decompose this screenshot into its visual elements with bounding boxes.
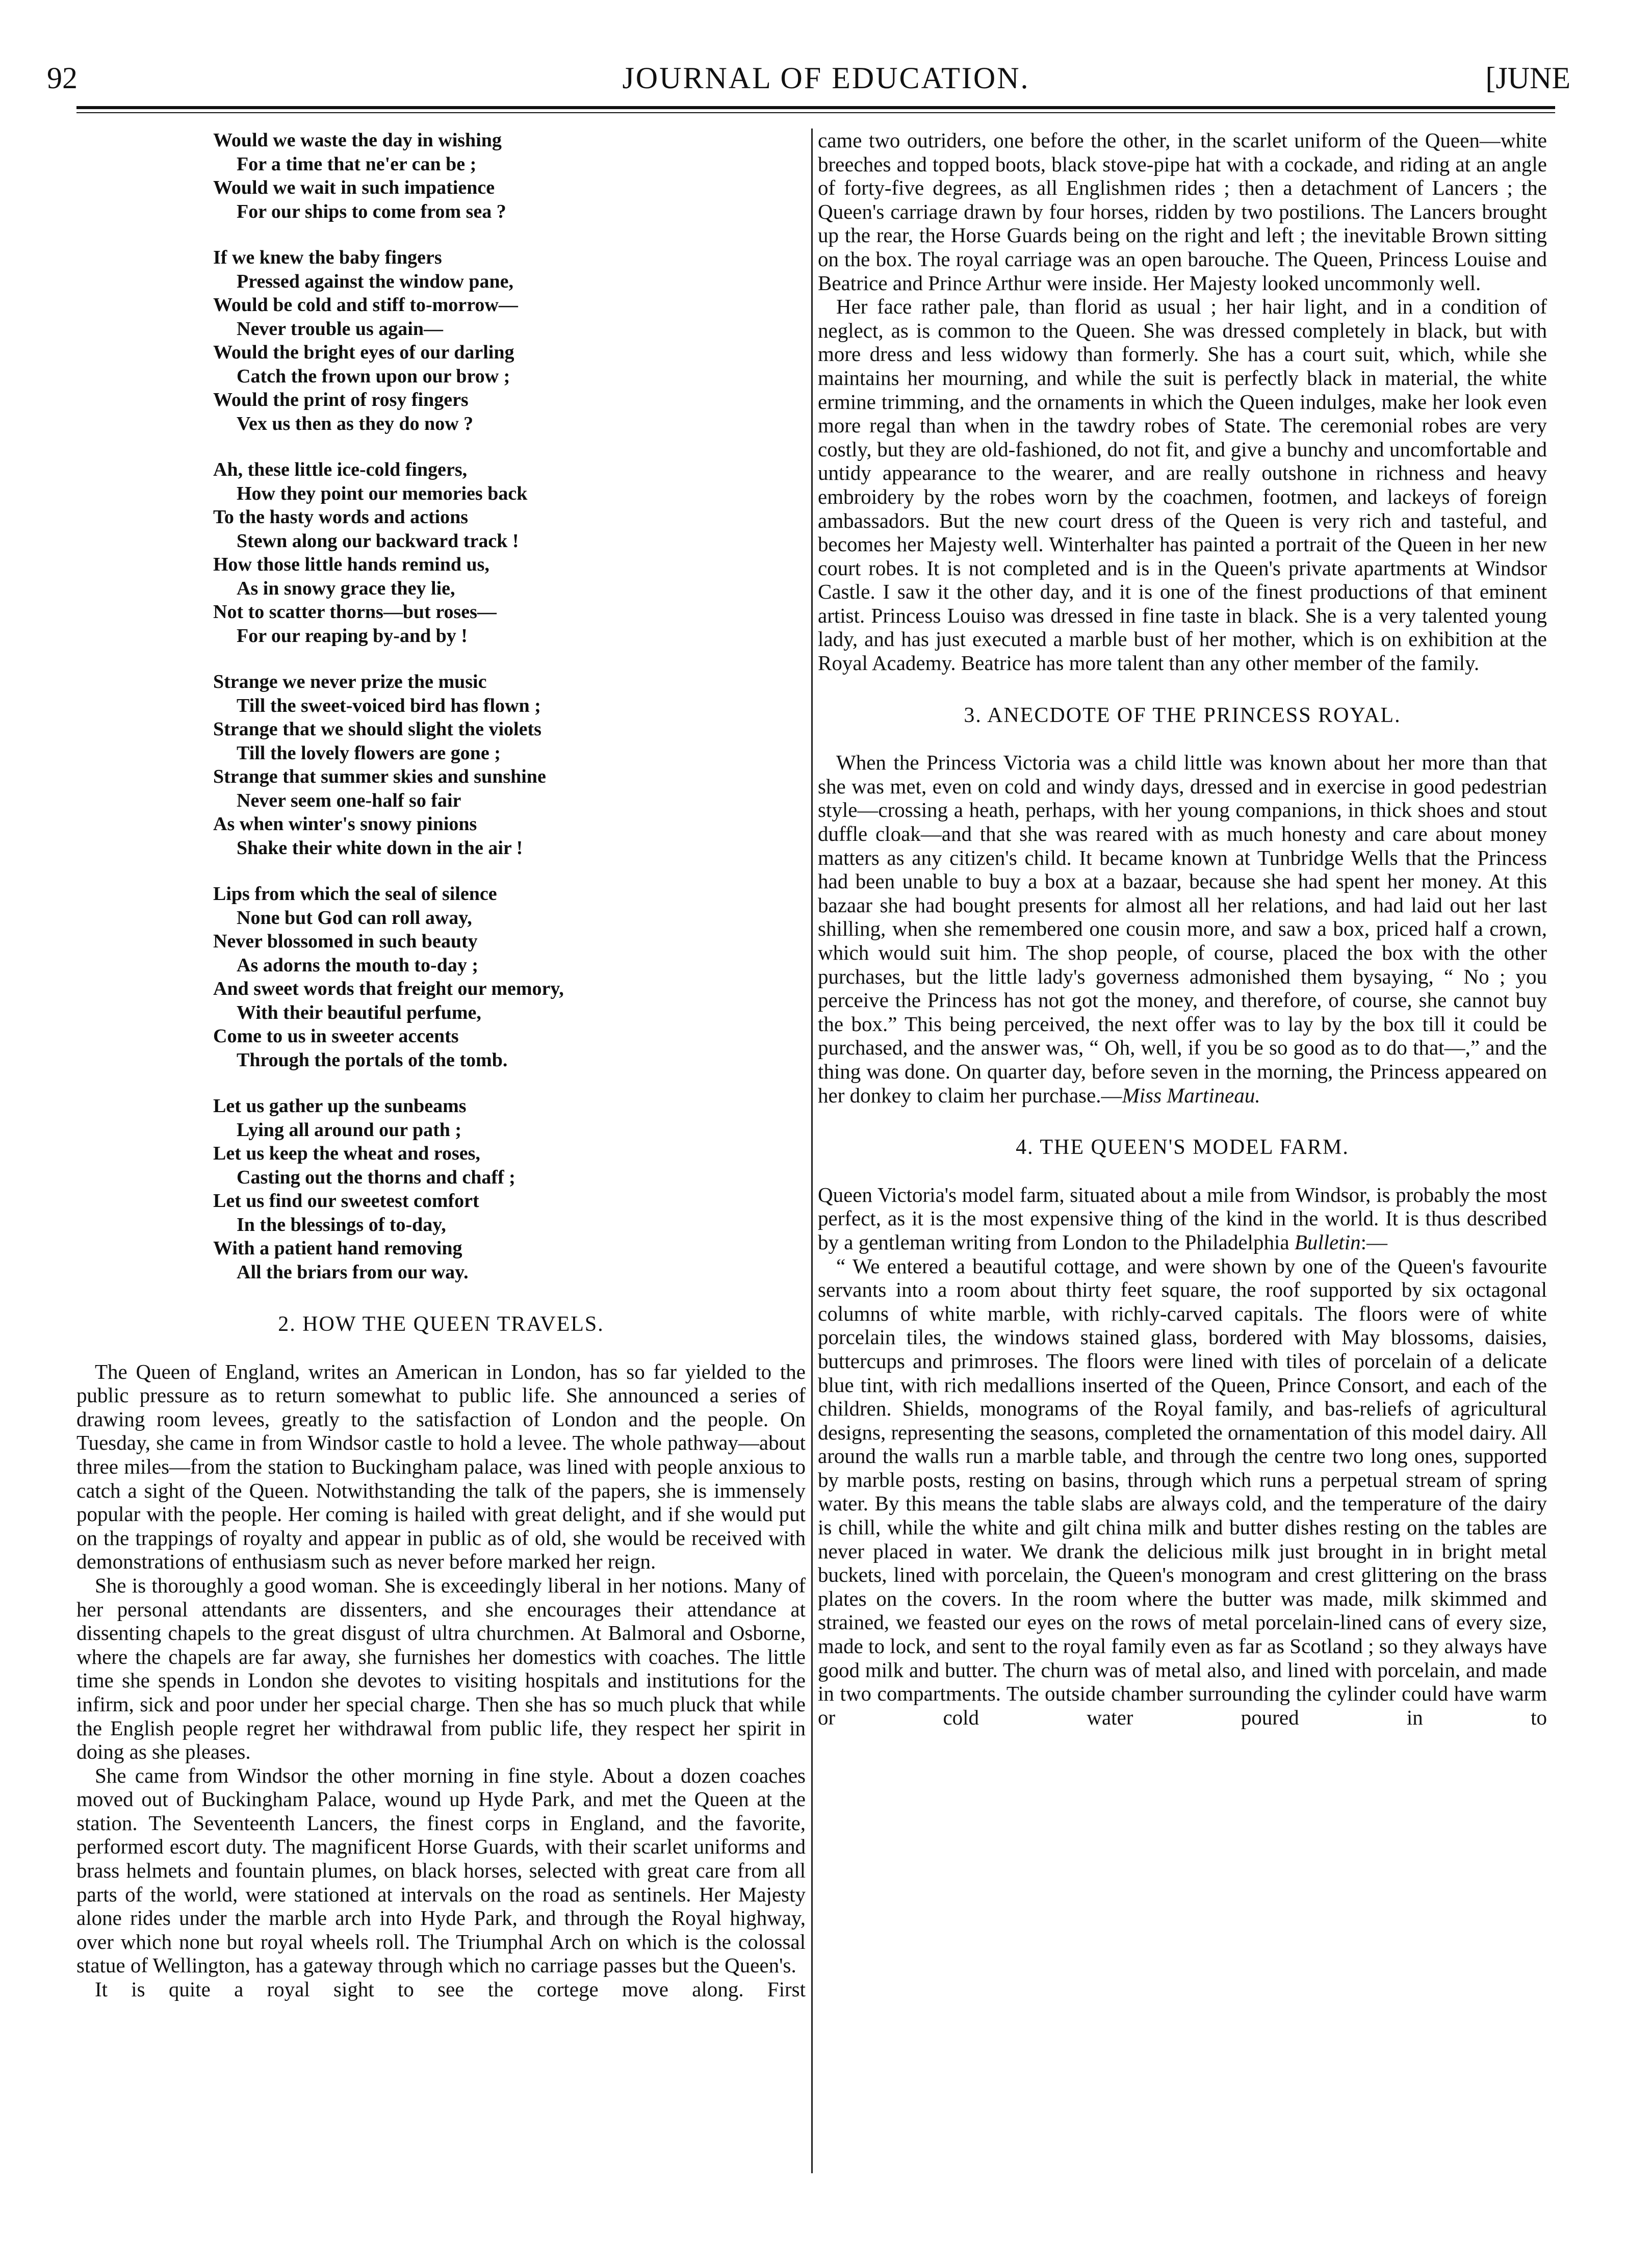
section-4-intro-end: :— xyxy=(1360,1230,1388,1254)
section-4-intro-text: Queen Victoria's model farm, situated about a mile from Windsor, is probably the most perfect, as it is the most expensive thing of the kind in the world. It is thus described by a gentleman writing from London to the Philadelphia xyxy=(818,1182,1547,1254)
poem-line: Never seem one-half so fair xyxy=(237,789,461,811)
poem-line: To the hasty words and actions xyxy=(213,506,469,528)
poem-line: Till the lovely flowers are gone ; xyxy=(237,742,501,764)
header-rule xyxy=(76,106,1555,109)
poem-stanza xyxy=(213,1094,806,1284)
section-2-continued-paragraph-1: came two outriders, one before the other, in the scarlet uniform of the Queen—white breeches and topped boots, black stove-pipe hat with a cockade, and riding at an angle of forty-five degrees, as all Englishmen rides ; then a detachment of Lancers ; the Queen's carriage drawn by four horses, ridden by two postilions. The Lancers brought up the rear, the Horse Guards being on the right and left ; the inevitable Brown sitting on the box. The royal carriage was an open barouche. The Queen, Princess Louise and Beatrice and Prince Arthur were inside. Her Majesty looked uncommonly well. xyxy=(818,128,1547,295)
left-column xyxy=(76,128,806,2001)
poem-line: Strange that summer skies and sunshine xyxy=(213,766,546,787)
section-4-paragraph: “ We entered a beautiful cottage, and were shown by one of the Queen's favourite servants into a room about thirty feet square, the roof supported by six octagonal columns of white marble, with richly-carved capitals. The floors were of white porcelain tiles, the windows stained glass, bordered with May blossoms, daisies, buttercups and primroses. The floors were lined with tiles of porcelain of a delicate blue tint, with rich medallions inserted of the Queen, Prince Consort, and each of the children. Shields, monograms of the Royal family, and bas-reliefs of agricultural designs, representing the seasons, completed the ornamentation of this model dairy. All around the walls run a marble table, and through the centre two long ones, supported by marble posts, resting on basins, through which runs a perpetual stream of spring water. By this means the table slabs are always cold, and the temperature of the dairy is chill, while the white and gilt china milk and butter dishes resting on the tables are never placed in water. We drank the delicious milk just brought in in bright metal buckets, lined with porcelain, the Queen's monogram and crest glittering on the brass plates on the covers. In the room where the butter was made, milk skimmed and strained, we feasted our eyes on the rows of metal porcelain-lined cans of every size, made to lock, and sent to the royal family even as far as Scotland ; so they always have good milk and butter. The churn was of metal also, and lined with porcelain, and made in two compartments. The outside chamber surrounding the cylinder could have warm or cold water poured in to xyxy=(818,1254,1547,1729)
poem-line: Let us keep the wheat and roses, xyxy=(213,1143,480,1164)
poem-line: Never trouble us again— xyxy=(237,318,443,340)
poem-line: Shake their white down in the air ! xyxy=(237,837,523,859)
section-2-heading: 2. HOW THE QUEEN TRAVELS. xyxy=(278,1313,604,1336)
poem-line: Vex us then as they do now ? xyxy=(237,413,474,434)
section-3-heading: 3. ANECDOTE OF THE PRINCESS ROYAL. xyxy=(964,703,1401,727)
poem-line: For our reaping by-and by ! xyxy=(237,625,468,647)
poem-line: If we knew the baby fingers xyxy=(213,247,442,268)
poem-line: Would the print of rosy fingers xyxy=(213,389,469,410)
poem-line: And sweet words that freight our memory, xyxy=(213,978,564,999)
poem-line: As in snowy grace they lie, xyxy=(237,577,455,599)
poem-line: None but God can roll away, xyxy=(237,907,472,929)
poem-line: Not to scatter thorns—but roses— xyxy=(213,601,497,623)
section-4-intro-publication: Bulletin xyxy=(1294,1230,1361,1254)
poem-line: Ah, these little ice-cold fingers, xyxy=(213,459,468,480)
journal-title: JOURNAL OF EDUCATION. xyxy=(622,61,1030,95)
section-3-attribution: Miss Martineau. xyxy=(1122,1083,1260,1107)
column-divider xyxy=(811,128,813,2173)
poem-line: How those little hands remind us, xyxy=(213,554,489,575)
header-rule-thin xyxy=(76,112,1555,113)
poem xyxy=(76,128,806,1284)
poem-line: For our ships to come from sea ? xyxy=(237,200,506,222)
poem-line: As adorns the mouth to-day ; xyxy=(237,954,478,976)
poem-line: Through the portals of the tomb. xyxy=(237,1049,508,1071)
poem-line: All the briars from our way. xyxy=(237,1261,469,1283)
poem-line: Strange we never prize the music xyxy=(213,671,487,692)
poem-line: In the blessings of to-day, xyxy=(237,1214,446,1236)
section-2-paragraph-3: She came from Windsor the other morning in fine style. About a dozen coaches moved out of Buckingham Palace, wound up Hyde Park, and met the Queen at the station. The Seventeenth Lancers, the finest corps in England, and the favorite, performed escort duty. The magnificent Horse Guards, with their scarlet uniforms and brass helmets and fountain plumes, on black horses, selected with great care from all parts of the world, were stationed at intervals on the road as sentinels. Her Majesty alone rides under the marble arch into Hyde Park, and through the Royal highway, over which none but royal wheels roll. The Triumphal Arch on which is the colossal statue of Wellington, has a gateway through which no carriage passes but the Queen's. xyxy=(76,1763,806,1977)
poem-line: With their beautiful perfume, xyxy=(237,1001,481,1023)
right-column xyxy=(818,128,1547,1729)
poem-line: Would be cold and stiff to-morrow— xyxy=(213,294,518,316)
section-2-paragraph-1: The Queen of England, writes an American in London, has so far yielded to the public pressure as to return somewhat to public life. She announced a series of drawing room levees, greatly to the satisfaction of London and the people. On Tuesday, she came in from Windsor castle to hold a levee. The whole pathway—about three miles—from the station to Buckingham palace, was lined with people anxious to catch a sight of the Queen. Notwithstanding the talk of the papers, she is immensely popular with the people. Her coming is hailed with great delight, and if she would put on the trappings of royalty and appear in public as of old, she would be received with demonstrations of enthusiasm such as never before marked her reign. xyxy=(76,1359,806,1574)
poem-line: Come to us in sweeter accents xyxy=(213,1025,459,1047)
poem-stanza xyxy=(213,458,806,648)
section-2-paragraph-4: It is quite a royal sight to see the cortege move along. First xyxy=(95,1977,806,2001)
issue-month: [JUNE xyxy=(1485,61,1570,95)
poem-line: For a time that ne'er can be ; xyxy=(237,153,477,175)
poem-stanza xyxy=(213,246,806,435)
poem-line: With a patient hand removing xyxy=(213,1238,462,1259)
poem-line: Would the bright eyes of our darling xyxy=(213,342,514,363)
section-4-heading: 4. THE QUEEN'S MODEL FARM. xyxy=(1016,1136,1349,1160)
poem-stanza xyxy=(213,128,806,223)
section-3-text: When the Princess Victoria was a child little was known about her more than that she was met, even on cold and windy days, dressed and in exercise in good pedestrian style—crossing a heath, perhaps, with her young companions, in thick shoes and stout duffle cloak—and that she was reared with as much honesty and care about money matters as any citizen's child. It became known at Tunbridge Wells that the Princess had been unable to buy a box at a bazaar, because she had spent her money. At this bazaar she had bought presents for almost all her relations, and had laid out her last shilling, when she remembered one cousin more, and saw a box, priced half a crown, which would suit him. The shop people, of course, placed the box with the other purchases, but the little lady's governess admonished them bysaying, “ No ; you perceive the Princess has not got the money, and therefore, of course, she cannot buy the box.” This being perceived, the next offer was to lay by the box till it could be purchased, and the answer was, “ Oh, well, if you be so good as to do that—,” and the thing was done. On quarter day, before seven in the morning, the Princess appeared on her donkey to claim her purchase.— xyxy=(818,751,1547,1107)
poem-line: Would we waste the day in wishing xyxy=(213,130,502,151)
section-2-continued-paragraph-2: Her face rather pale, than florid as usual ; her hair light, and in a condition of neglect, as is common to the Queen. She was dressed completely in black, but with more dress and less widowy than formerly. She has a court suit, which, while she maintains her mourning, and while the suit is perfectly black in material, the white ermine trimming, and the ornaments in which the Queen indulges, make her look even more regal than when in the tawdry robes of State. The ceremonial robes are very costly, but they are old-fashioned, do not fit, and give a bunchy and uncomfortable and untidy appearance to the wearer, and are really outshone in richness and heavy embroidery by the robes worn by the coachmen, footmen, and lackeys of foreign ambassadors. But the new court dress of the Queen is very rich and tasteful, and becomes her Majesty well. Winterhalter has painted a portrait of the Queen in her new court robes. It is not completed and is in the Queen's private apartments at Windsor Castle. I saw it the other day, and it is one of the finest productions of that eminent artist. Princess Louiso was dressed in fine taste in black. She is a very talented young lady, and has just executed a marble bust of her mother, which is on exhibition at the Royal Academy. Beatrice has more talent than any other member of the family. xyxy=(818,295,1547,675)
section-4-intro xyxy=(818,1183,1547,1254)
poem-line: Never blossomed in such beauty xyxy=(213,931,478,952)
poem-stanza xyxy=(213,882,806,1072)
poem-line: Let us find our sweetest comfort xyxy=(213,1190,479,1212)
poem-line: Casting out the thorns and chaff ; xyxy=(237,1166,515,1188)
poem-stanza xyxy=(213,670,806,860)
poem-line: Pressed against the window pane, xyxy=(237,270,513,292)
poem-line: Stewn along our backward track ! xyxy=(237,530,519,552)
poem-line: Catch the frown upon our brow ; xyxy=(237,365,510,387)
poem-line: Let us gather up the sunbeams xyxy=(213,1095,467,1117)
poem-line: Lying all around our path ; xyxy=(237,1119,462,1141)
section-2-paragraph-2: She is thoroughly a good woman. She is exceedingly liberal in her notions. Many of her personal attendants are dissenters, and she encourages their attendance at dissenting chapels to the great disgust of ultra churchmen. At Balmoral and Osborne, where the chapels are far away, she furnishes her domestics with coaches. The little time she spends in London she devotes to visiting hospitals and institutions for the infirm, sick and poor under her special charge. Then she has so much pluck that while the English people regret her withdrawal from public life, they respect her spirit in doing as she pleases. xyxy=(76,1573,806,1764)
poem-line: Would we wait in such impatience xyxy=(213,177,495,198)
poem-line: Lips from which the seal of silence xyxy=(213,883,497,905)
poem-line: Till the sweet-voiced bird has flown ; xyxy=(237,695,541,716)
page-number: 92 xyxy=(47,61,78,95)
poem-line: How they point our memories back xyxy=(237,482,528,504)
poem-line: Strange that we should slight the violets xyxy=(213,718,541,740)
poem-line: As when winter's snowy pinions xyxy=(213,813,477,835)
section-3-paragraph xyxy=(818,751,1547,1107)
